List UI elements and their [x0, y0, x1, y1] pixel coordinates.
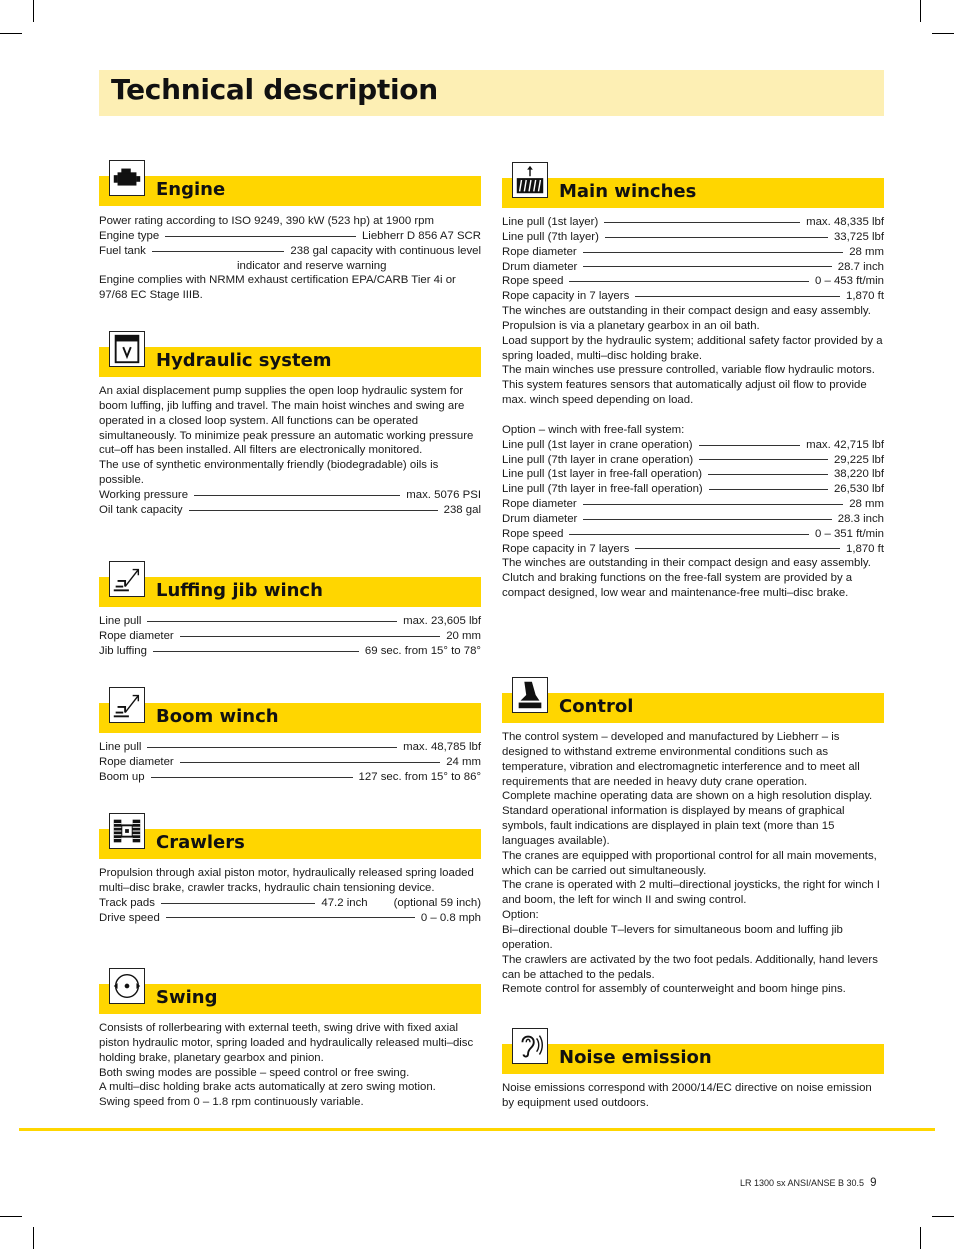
swing-text-4: Swing speed from 0 – 1.8 rpm continuously variable.	[99, 1096, 364, 1109]
spec-row	[99, 911, 481, 926]
spec-row	[502, 245, 884, 260]
spec-extra: (optional 59 inch)	[393, 896, 481, 909]
spec-label: Boom up	[99, 770, 145, 783]
crawlers-text: Propulsion through axial piston motor, hydraulically released spring loaded multi–disc brake, crawler tracks, hydraulic chain tensioning device.	[99, 867, 474, 894]
crop-mark	[33, 0, 34, 22]
spec-value: max. 48,785 lbf	[403, 741, 481, 753]
crop-mark	[0, 33, 22, 34]
crop-mark	[0, 1216, 22, 1217]
spec-value: max. 5076 PSI	[406, 488, 481, 501]
spec-value: 69 sec. from 15° to 78°	[364, 644, 481, 657]
spec-label: Working pressure	[99, 488, 189, 501]
spec-value: 28.3 inch	[837, 512, 884, 525]
section-title: Control	[559, 696, 634, 717]
page-title: Technical description	[111, 73, 438, 106]
spec-row	[502, 467, 884, 482]
spec-label: Fuel tank	[99, 244, 146, 257]
control-para: Remote control for assembly of counterweight and boom hinge pins.	[502, 983, 846, 996]
spec-label: Rope diameter	[502, 498, 577, 511]
spec-label: Oil tank capacity	[99, 503, 183, 516]
control-para: The crawlers are activated by the two foot pedals. Additionally, hand levers can be attached to the pedals.	[502, 953, 878, 981]
spec-row	[99, 614, 481, 629]
winch-para: Load support by the hydraulic system; additional safety factor provided by a spring loaded, multi–disc holding brake.	[502, 334, 883, 362]
hydraulic-icon	[109, 331, 145, 367]
spec-value: 1,870 ft	[846, 290, 884, 303]
spec-row	[502, 260, 884, 275]
section-body	[502, 1081, 884, 1111]
section-title: Hydraulic system	[156, 350, 332, 371]
spec-row	[502, 527, 884, 542]
spec-row	[502, 289, 884, 304]
spec-value: 24 mm	[446, 755, 481, 768]
section-bar	[99, 984, 481, 1014]
spec-row	[502, 453, 884, 468]
section-title: Crawlers	[156, 832, 245, 853]
spec-value: 1,870 ft	[846, 542, 884, 555]
spec-value: 33,725 lbf	[833, 230, 884, 243]
spec-value: max. 48,335 lbf	[806, 216, 884, 228]
section-body	[99, 1021, 481, 1110]
section-body	[99, 866, 481, 925]
spec-label: Line pull (1st layer in free-fall operation)	[502, 468, 703, 481]
crawler-icon	[109, 813, 145, 849]
spec-label: Engine type	[99, 229, 160, 242]
section-bar	[99, 577, 481, 607]
crop-mark	[920, 1227, 921, 1249]
spec-row	[502, 438, 884, 453]
control-para: The control system – developed and manufactured by Liebherr – is designed to withstand extreme environmental conditions such as temperature, vibration and electromagnetic interference and to meet all requirements that are needed in heavy duty crane operation.	[502, 731, 860, 788]
footer	[740, 1177, 876, 1189]
crop-mark	[920, 0, 921, 22]
engine-icon	[109, 160, 145, 196]
spec-label: Rope capacity in 7 layers	[502, 542, 630, 555]
spec-row	[99, 503, 481, 518]
winch-para: Clutch and braking functions on the free-fall system are provided by a compact designed, low wear and maintenance-free multi–disc brake.	[502, 572, 853, 600]
section-title: Luffing jib winch	[156, 580, 323, 601]
ear-icon	[512, 1028, 548, 1064]
spec-value: 20 mm	[446, 629, 481, 642]
spec-label: Drum diameter	[502, 512, 578, 525]
title-banner	[99, 70, 884, 116]
control-para: Complete machine operating data are shown on a high resolution display. Standard operational information is displayed by means of graphical symbols, fault indications are displayed in plain text (more than 15 languages available).	[502, 790, 873, 847]
spec-value: 29,225 lbf	[833, 453, 884, 466]
spec-row	[99, 770, 481, 785]
section-title: Main winches	[559, 181, 697, 202]
winch-para: Propulsion is via a planetary gearbox in an oil bath.	[502, 319, 760, 332]
spec-value: 238 gal capacity with continuous level	[290, 244, 481, 257]
spec-row	[99, 755, 481, 770]
spec-value: Liebherr D 856 A7 SCR	[361, 229, 481, 242]
spec-value: 0 – 351 ft/min	[814, 527, 884, 540]
spec-value: max. 42,715 lbf	[806, 438, 884, 451]
spec-label: Line pull (7th layer)	[502, 230, 599, 243]
spec-label: Jib luffing	[99, 644, 147, 657]
spec-row	[99, 629, 481, 644]
spec-label: Line pull	[99, 741, 142, 753]
spec-row	[502, 215, 884, 230]
control-para: The cranes are equipped with proportional control for all main movements, which can be carried out simultaneously.	[502, 849, 877, 877]
spec-value: 0 – 453 ft/min	[814, 275, 884, 288]
spec-row	[502, 542, 884, 557]
spec-value: 28 mm	[849, 245, 884, 258]
spec-value: 0 – 0.8 mph	[420, 911, 481, 924]
page-number: 9	[870, 1177, 877, 1189]
joystick-icon	[512, 677, 548, 713]
spec-row	[502, 497, 884, 512]
crop-mark	[33, 1227, 34, 1249]
main-winch-icon	[512, 162, 548, 198]
swing-text-3: A multi–disc holding brake acts automatically at zero swing motion.	[99, 1081, 436, 1094]
section-body	[99, 614, 481, 659]
spec-label: Line pull (7th layer in free-fall operation)	[502, 483, 703, 496]
footer-rule	[19, 1128, 935, 1131]
spec-row	[99, 229, 481, 244]
spec-value: 127 sec. from 15° to 86°	[358, 770, 481, 783]
spec-value: 28 mm	[849, 498, 884, 511]
spec-row	[99, 488, 481, 503]
footer-doc: LR 1300 sx ANSI/ANSE B 30.5	[740, 1178, 865, 1188]
spec-label: Rope speed	[502, 275, 564, 288]
spec-value: 47.2 inch	[321, 896, 368, 909]
engine-intro: Power rating according to ISO 9249, 390 kW (523 hp) at 1900 rpm	[99, 215, 434, 227]
section-body	[99, 214, 481, 303]
crop-mark	[932, 1216, 954, 1217]
section-body	[99, 740, 481, 785]
winch-para: The winches are outstanding in their compact design and easy assembly.	[502, 305, 871, 318]
spec-label: Line pull (7th layer in crane operation)	[502, 453, 694, 466]
section-bar	[99, 176, 481, 206]
spec-label: Rope diameter	[502, 245, 577, 258]
section-title: Engine	[156, 179, 226, 200]
spec-row	[99, 644, 481, 659]
spec-label: Rope diameter	[99, 755, 174, 768]
spec-value: max. 23,605 lbf	[403, 615, 481, 627]
winch-para: This system features sensors that automatically adjust oil flow to provide max. winch speed depending on load.	[502, 379, 867, 407]
luffing-winch-icon	[109, 561, 145, 597]
spec-row	[99, 244, 481, 259]
boom-winch-icon	[109, 687, 145, 723]
section-body	[99, 384, 481, 518]
spec-row	[502, 274, 884, 289]
spec-row	[99, 896, 481, 911]
hydraulic-text: An axial displacement pump supplies the open loop hydraulic system for boom luffing, jib luffing and travel. The main hoist winches and swing are operated in a closed loop system. All functions can be operated simultaneously. To minimize peak pressure an automatic working pressure cut–off has been installed. All filters are electronically monitored.	[99, 385, 474, 457]
section-title: Swing	[156, 987, 218, 1008]
section-bar	[99, 829, 481, 859]
noise-text: Noise emissions correspond with 2000/14/EC directive on noise emission by equipment used outdoors.	[502, 1082, 872, 1109]
control-para: The crane is operated with 2 multi–directional joysticks, the right for winch I and boom, the left for winch II and swing control.	[502, 879, 880, 907]
control-para: Bi–directional double T–levers for simultaneous boom and luffing jib operation.	[502, 923, 843, 951]
spec-row	[502, 230, 884, 245]
section-bar	[99, 347, 481, 377]
winch-para: The winches are outstanding in their compact design and easy assembly.	[502, 557, 871, 570]
spec-label: Line pull (1st layer)	[502, 216, 599, 228]
crop-mark	[932, 33, 954, 34]
swing-icon	[109, 968, 145, 1004]
spec-label: Line pull	[99, 615, 142, 627]
section-body	[502, 215, 884, 601]
spec-label: Drive speed	[99, 911, 160, 924]
engine-note: Engine complies with NRMM exhaust certification EPA/CARB Tier 4i or 97/68 EC Stage IIIB.	[99, 274, 456, 302]
spec-row	[502, 512, 884, 527]
section-bar	[502, 178, 884, 208]
spec-label: Drum diameter	[502, 260, 578, 273]
spec-label: Rope diameter	[99, 629, 174, 642]
spec-row	[99, 740, 481, 755]
winch-para: The main winches use pressure controlled, variable flow hydraulic motors.	[502, 364, 875, 377]
swing-text: Consists of rollerbearing with external teeth, swing drive with fixed axial piston hydraulic motor, spring loaded and hydraulically released multi–disc holding brake, planetary gearbox and pinion.	[99, 1022, 474, 1064]
spec-value: 238 gal	[443, 503, 481, 516]
spec-value: 38,220 lbf	[833, 468, 884, 481]
spec-label: Track pads	[99, 896, 155, 909]
spec-value: 26,530 lbf	[833, 483, 884, 496]
spec-label: Line pull (1st layer in crane operation)	[502, 438, 693, 451]
section-body	[502, 730, 884, 997]
hydraulic-text-2: The use of synthetic environmentally friendly (biodegradable) oils is possible.	[99, 459, 439, 487]
spec-label: Rope speed	[502, 527, 564, 540]
section-title: Boom winch	[156, 706, 279, 727]
spec-row	[502, 482, 884, 497]
section-title: Noise emission	[559, 1047, 712, 1068]
section-bar	[502, 693, 884, 723]
spec-value-cont: indicator and reserve warning	[237, 259, 387, 272]
control-para: Option:	[502, 909, 539, 922]
section-bar	[502, 1044, 884, 1074]
section-bar	[99, 703, 481, 733]
spec-value: 28.7 inch	[837, 260, 884, 273]
winch-option-title: Option – winch with free-fall system:	[502, 423, 685, 436]
swing-text-2: Both swing modes are possible – speed control or free swing.	[99, 1066, 410, 1079]
spec-label: Rope capacity in 7 layers	[502, 290, 630, 303]
